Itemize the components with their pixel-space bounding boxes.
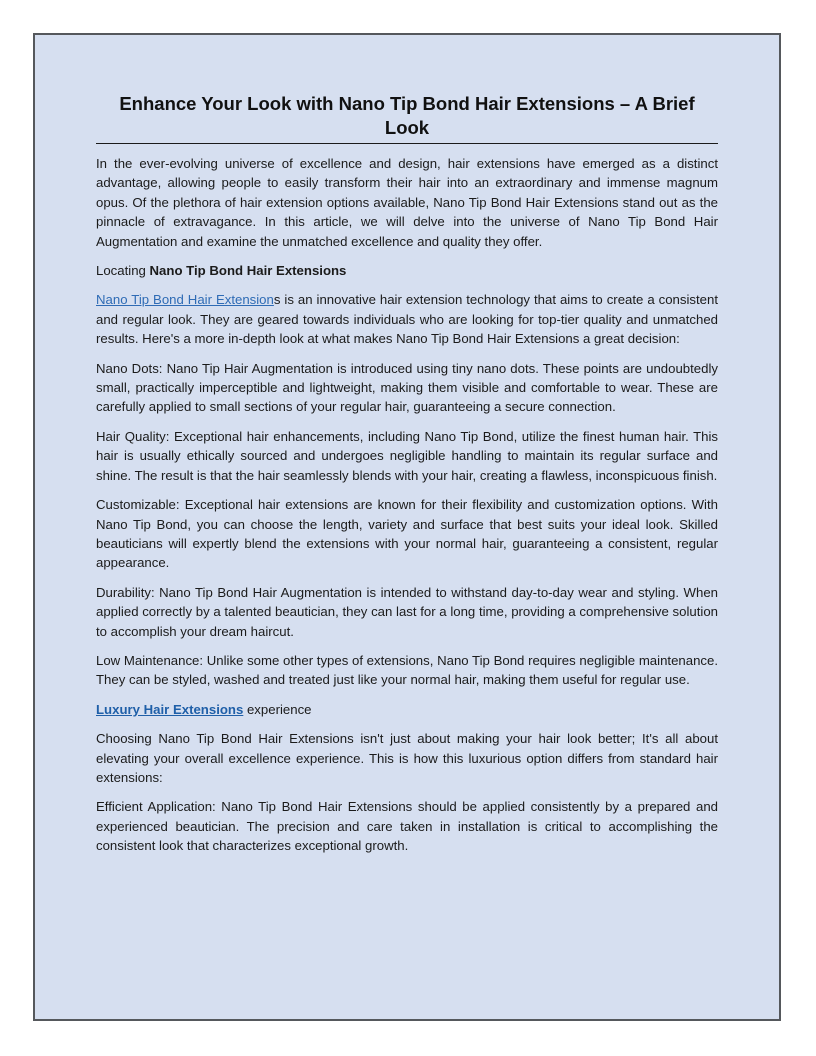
locating-bold: Nano Tip Bond Hair Extensions <box>149 263 347 279</box>
document-body <box>96 92 718 866</box>
application-paragraph: Efficient Application: Nano Tip Bond Hair Extensions should be applied consistently by a prepared and experienced beautician. The precision and care taken in installation is critical to accomplishing the consistent look that characterizes exceptional growth. <box>96 799 718 854</box>
feature-low-maintenance: Low Maintenance: Unlike some other types of extensions, Nano Tip Bond requires negligible maintenance. They can be styled, washed and treated just like your normal hair, making them useful for regular use. <box>96 652 718 688</box>
page-title: Enhance Your Look with Nano Tip Bond Hair Extensions – A Brief Look <box>96 92 718 144</box>
luxury-suffix: experience <box>243 701 312 717</box>
luxury-hair-link[interactable]: Luxury Hair Extensions <box>96 701 244 717</box>
locating-heading <box>96 261 718 280</box>
feature-nano-dots: Nano Dots: Nano Tip Hair Augmentation is introduced using tiny nano dots. These points are undoubtedly small, practically imperceptible and lightweight, making them visible and comfortable to wear. These are carefully applied to small sections of your regular hair, guaranteeing a secure connection. <box>96 360 718 415</box>
intro-paragraph: In the ever-evolving universe of excellence and design, hair extensions have emerged as a distinct advantage, allowing people to easily transform their hair into an extraordinary and immense magnum opus. Of the plethora of hair extension options available, Nano Tip Bond Hair Extensions stand out as the pinnacle of extravagance. In this article, we will delve into the universe of Nano Tip Bond Hair Augmentation and examine the unmatched excellence and quality they offer. <box>96 156 718 249</box>
locating-prefix: Locating <box>96 263 150 279</box>
choosing-paragraph: Choosing Nano Tip Bond Hair Extensions isn't just about making your hair look better; It's all about elevating your overall excellence experience. This is how this luxurious option differs from standard hair extensions: <box>96 731 718 785</box>
definition-text: s is an innovative hair extension technology that aims to create a consistent and regular look. They are geared towards individuals who are looking for top-tier quality and unmatched results. Here's a more in-depth look at what makes Nano Tip Bond Hair Extensions a great decision: <box>96 292 718 347</box>
feature-hair-quality: Hair Quality: Exceptional hair enhancements, including Nano Tip Bond, utilize the finest human hair. This hair is usually ethically sourced and undergoes negligible handling to maintain its regular surface and shine. The result is that the hair seamlessly blends with your hair, creating a flawless, inconspicuous finish. <box>96 428 718 483</box>
feature-durability: Durability: Nano Tip Bond Hair Augmentation is intended to withstand day-to-day wear and styling. When applied correctly by a talented beautician, they can last for a long time, providing a comprehensive solution to accomplish your dream haircut. <box>96 584 718 639</box>
nano-tip-link[interactable]: Nano Tip Bond Hair Extension <box>96 292 274 308</box>
feature-customizable: Customizable: Exceptional hair extensions are known for their flexibility and customization options. With Nano Tip Bond, you can choose the length, variety and surface that best suits your ideal look. Skilled beauticians will expertly blend the extensions with your normal hair, guaranteeing a consistent, regular appearance. <box>96 497 718 571</box>
luxury-heading <box>96 700 718 719</box>
definition-paragraph <box>96 290 718 348</box>
